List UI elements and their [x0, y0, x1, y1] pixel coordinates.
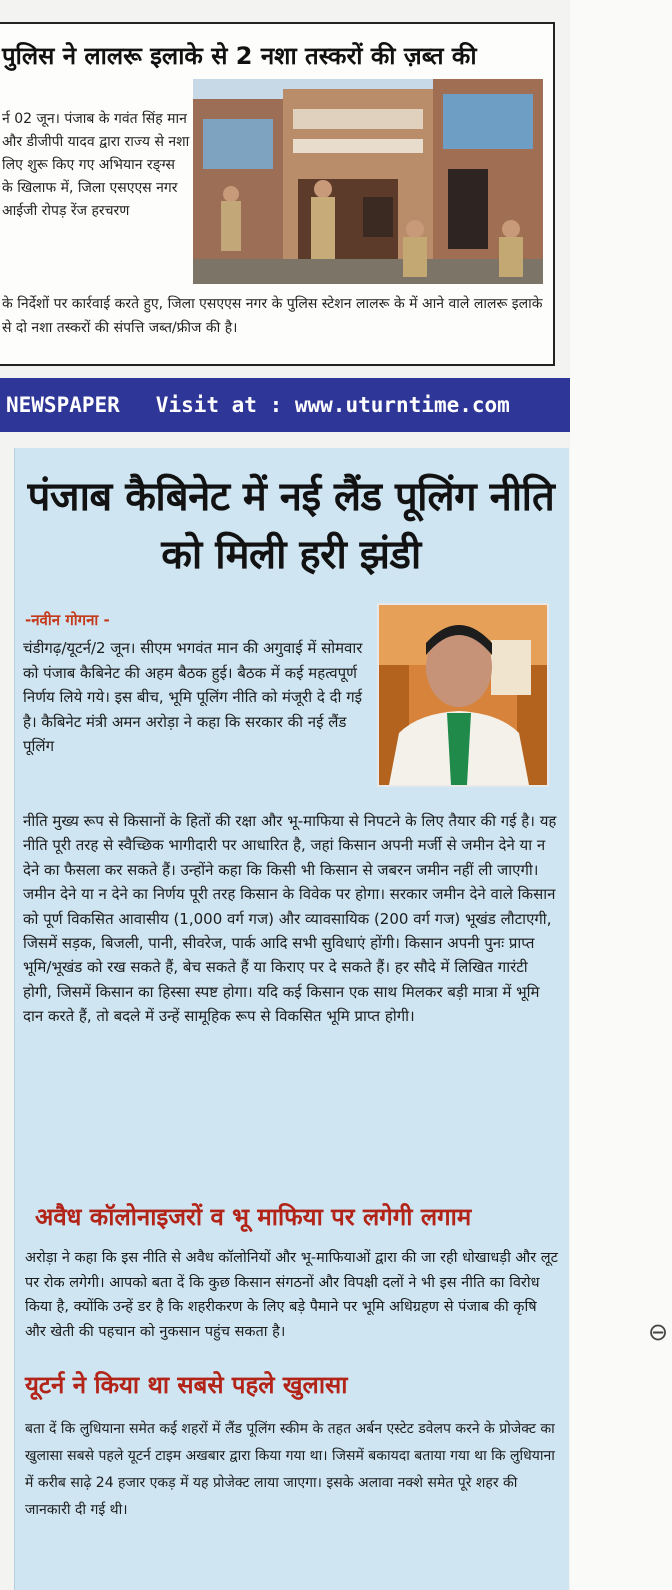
top-article-text-bottom: के निर्देशों पर कार्रवाई करते हुए, जिला एसएएस नगर के पुलिस स्टेशन लालरू के में आने वाले लालरू इलाके से दो नशा तस्करों की संपत्ति जब्त/फ्रीज की है।: [2, 296, 543, 336]
top-article: [0, 22, 555, 366]
main-article: [14, 448, 569, 1590]
edge-crop-icon: ⊖: [648, 1318, 669, 1346]
top-article-headline: पुलिस ने लालरू इलाके से 2 नशा तस्करों की ज़ब्त की: [2, 42, 477, 70]
article-subheading-2: यूटर्न ने किया था सबसे पहले खुलासा: [25, 1371, 348, 1399]
banner-label: NEWSPAPER: [6, 393, 120, 417]
police-station-photo: [193, 79, 543, 284]
article-paragraph-1: चंडीगढ़/यूटर्न/2 जून। सीएम भगवंत मान की अगुवाई में सोमवार को पंजाब कैबिनेट की अहम बैठक हुई। बैठक में कई महत्वपूर्ण निर्णय लिये गये। इस बीच, भूमि पूलिंग नीति को मंजूरी दे दी गई है। कैबिनेट मंत्री अमन अरोड़ा ने कहा कि सरकार की नई लैंड पूलिंग: [23, 639, 363, 755]
newspaper-banner: [0, 378, 570, 432]
article-paragraph-3: अरोड़ा ने कहा कि इस नीति से अवैध कॉलोनियों और भू-माफियाओं द्वारा की जा रही धोखाधड़ी और लूट पर रोक लगेगी। आपको बता दें कि कुछ किसान संगठनों और विपक्षी दलों ने भी इस नीति का विरोध किया है, क्योंकि उन्हें डर है कि शहरीकरण के लिए बड़े पैमाने पर भूमि अधिग्रहण से पंजाब की कृषि और खेती की पहचान को नुकसान पहुंच सकता है।: [25, 1250, 558, 1340]
article-headline: पंजाब कैबिनेट में नई लैंड पूलिंग नीति को मिली हरी झंडी: [27, 474, 555, 578]
article-byline: -नवीन गोगना -: [25, 611, 110, 629]
top-article-text-left: र्न 02 जून। पंजाब के गवंत सिंह मान और डीजीपी यादव द्वारा राज्य से नशा लिए शुरू किए गए अभियान रङ्ग्स के खिलाफ में, जिला एसएएस नगर आईजी रोपड़ रेंज हरचरण: [2, 111, 190, 219]
banner-website[interactable]: Visit at : www.uturntime.com: [155, 393, 510, 417]
page-margin: [570, 0, 672, 1590]
minister-photo: [377, 603, 549, 787]
article-paragraph-4: बता दें कि लुधियाना समेत कई शहरों में लैंड पूलिंग स्कीम के तहत अर्बन एस्टेट डवेलप करने के प्रोजेक्ट का खुलासा सबसे पहले यूटर्न टाइम अखबार द्वारा किया गया था। जिसमें बकायदा बताया गया था कि लुधियाना में करीब साढ़े 24 हजार एकड़ में यह प्रोजेक्ट लाया जाएगा। इसके अलावा नक्शे समेत पूरे शहर की जानकारी दी गई थी।: [25, 1421, 555, 1518]
article-paragraph-2: नीति मुख्य रूप से किसानों के हितों की रक्षा और भू-माफिया से निपटने के लिए तैयार की गई है। यह नीति पूरी तरह से स्वैच्छिक भागीदारी पर आधारित है, जहां किसान अपनी मर्जी से जमीन देने या न देने का फैसला कर सकते हैं। उन्होंने कहा कि किसी भी किसान से जबरन जमीन नहीं ली जाएगी। जमीन देने या न देने का निर्णय पूरी तरह किसान के विवेक पर होगा। सरकार जमीन देने वाले किसान को पूर्ण विकसित आवासीय (1,000 वर्ग गज) और व्यावसायिक (200 वर्ग गज) भूखंड लौटाएगी, जिसमें सड़क, बिजली, पानी, सीवरेज, पार्क आदि सभी सुविधाएं होंगी। किसान अपनी पुनः प्राप्त भूमि/भूखंड को रख सकते हैं, बेच सकते हैं या किराए पर दे सकते हैं। हर सौदे में लिखित गारंटी होगी, जिसमें किसान का हिस्सा स्पष्ट होगा। यदि कई किसान एक साथ मिलकर बड़ी मात्रा में भूमि दान करते हैं, तो बदले में उन्हें सामूहिक रूप से विकसित भूमि प्राप्त होगी।: [23, 812, 557, 1026]
article-subheading-1: अवैध कॉलोनाइजरों व भू माफिया पर लगेगी लगाम: [35, 1203, 472, 1231]
